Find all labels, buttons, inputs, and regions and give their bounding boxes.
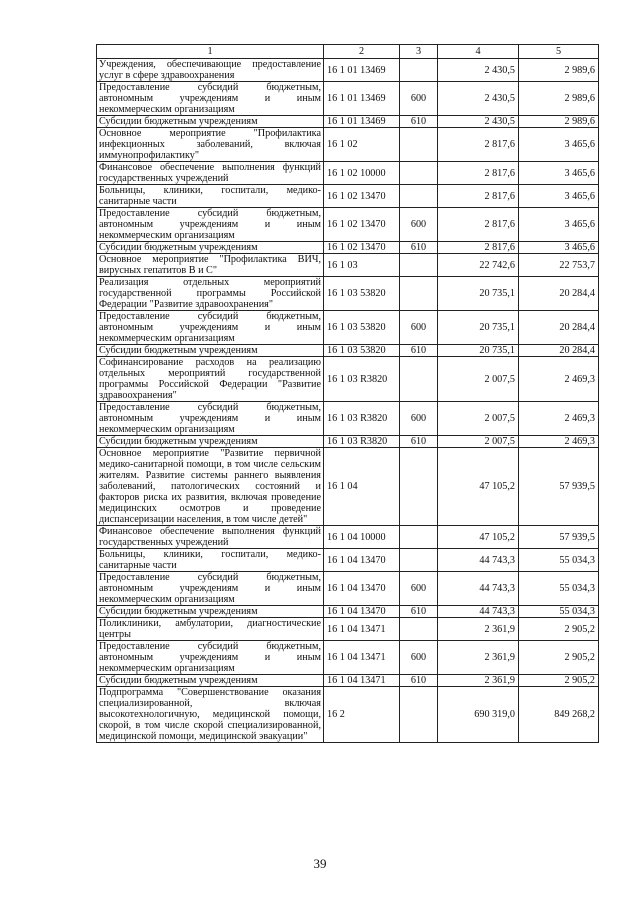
row-value-2022-cell: 22 753,7: [519, 254, 599, 277]
row-value-2022-cell: 2 989,6: [519, 82, 599, 116]
row-value-2022-cell: 849 268,2: [519, 687, 599, 743]
row-code-cell: 16 1 04 13471: [324, 641, 400, 675]
table-row: [97, 448, 599, 526]
row-code-cell: 16 1 04 13471: [324, 675, 400, 687]
row-type-cell: [400, 277, 438, 311]
header-col-4: 4: [438, 45, 519, 59]
row-value-2022-cell: 3 465,6: [519, 185, 599, 208]
row-value-2021-cell: 44 743,3: [438, 606, 519, 618]
row-code-cell: 16 1 03 53820: [324, 277, 400, 311]
page-number: 39: [313, 856, 327, 871]
row-value-2021-cell: 2 817,6: [438, 128, 519, 162]
table-row: [97, 185, 599, 208]
row-type-cell: [400, 687, 438, 743]
row-code-cell: 16 1 03 R3820: [324, 402, 400, 436]
row-type-cell: 610: [400, 242, 438, 254]
row-type-cell: 610: [400, 606, 438, 618]
row-value-2022-cell: 2 905,2: [519, 618, 599, 641]
row-value-2021-cell: 2 007,5: [438, 402, 519, 436]
table-row: [97, 116, 599, 128]
row-code-cell: 16 1 04 13470: [324, 572, 400, 606]
row-value-2022-cell: 2 989,6: [519, 116, 599, 128]
table-row: [97, 572, 599, 606]
row-name-cell: Основное мероприятие "Развитие первичной медико-санитарной помощи, в том числе сельским жителям. Развитие системы раннего выявления заболеваний, патологических состояний и факторов риска их развития, включая проведение медицинских осмотров и проведение диспансеризации населения, в том числе детей": [97, 448, 324, 526]
row-code-cell: 16 1 04 13470: [324, 606, 400, 618]
document-page: [96, 44, 598, 743]
row-value-2021-cell: 2 430,5: [438, 82, 519, 116]
row-name-cell: Субсидии бюджетным учреждениям: [97, 436, 324, 448]
row-value-2021-cell: 44 743,3: [438, 572, 519, 606]
table-row: [97, 242, 599, 254]
row-value-2022-cell: 2 905,2: [519, 675, 599, 687]
row-name-cell: Реализация отдельных мероприятий государственной программы Российской Федерации "Развитие здравоохранения": [97, 277, 324, 311]
row-value-2022-cell: 2 469,3: [519, 357, 599, 402]
row-type-cell: 600: [400, 402, 438, 436]
row-name-cell: Финансовое обеспечение выполнения функций государственных учреждений: [97, 526, 324, 549]
row-name-cell: Предоставление субсидий бюджетным, автономным учреждениям и иным некоммерческим организациям: [97, 82, 324, 116]
row-type-cell: [400, 357, 438, 402]
row-code-cell: 16 1 02 13470: [324, 242, 400, 254]
row-name-cell: Субсидии бюджетным учреждениям: [97, 675, 324, 687]
row-name-cell: Предоставление субсидий бюджетным, автономным учреждениям и иным некоммерческим организациям: [97, 402, 324, 436]
row-type-cell: [400, 549, 438, 572]
table-row: [97, 641, 599, 675]
row-value-2022-cell: 2 469,3: [519, 402, 599, 436]
row-code-cell: 16 1 03 R3820: [324, 357, 400, 402]
row-name-cell: Предоставление субсидий бюджетным, автономным учреждениям и иным некоммерческим организациям: [97, 208, 324, 242]
row-name-cell: Предоставление субсидий бюджетным, автономным учреждениям и иным некоммерческим организациям: [97, 572, 324, 606]
row-type-cell: [400, 59, 438, 82]
row-value-2022-cell: 20 284,4: [519, 277, 599, 311]
row-value-2021-cell: 47 105,2: [438, 448, 519, 526]
row-type-cell: 600: [400, 641, 438, 675]
row-code-cell: 16 1 03 53820: [324, 345, 400, 357]
row-code-cell: 16 1 02 13470: [324, 185, 400, 208]
table-row: [97, 618, 599, 641]
row-code-cell: 16 1 03 R3820: [324, 436, 400, 448]
row-value-2021-cell: 2 361,9: [438, 641, 519, 675]
row-value-2022-cell: 20 284,4: [519, 311, 599, 345]
table-row: [97, 526, 599, 549]
row-value-2022-cell: 3 465,6: [519, 208, 599, 242]
table-row: [97, 402, 599, 436]
row-code-cell: 16 1 04: [324, 448, 400, 526]
row-code-cell: 16 1 03: [324, 254, 400, 277]
table-row: [97, 254, 599, 277]
row-type-cell: [400, 526, 438, 549]
table-row: [97, 59, 599, 82]
row-name-cell: Предоставление субсидий бюджетным, автономным учреждениям и иным некоммерческим организациям: [97, 311, 324, 345]
row-value-2021-cell: 20 735,1: [438, 311, 519, 345]
row-code-cell: 16 1 02 10000: [324, 162, 400, 185]
row-code-cell: 16 1 01 13469: [324, 82, 400, 116]
row-value-2021-cell: 20 735,1: [438, 277, 519, 311]
row-name-cell: Субсидии бюджетным учреждениям: [97, 242, 324, 254]
row-name-cell: Субсидии бюджетным учреждениям: [97, 345, 324, 357]
header-col-5: 5: [519, 45, 599, 59]
row-value-2022-cell: 57 939,5: [519, 448, 599, 526]
row-code-cell: 16 1 03 53820: [324, 311, 400, 345]
row-type-cell: 600: [400, 572, 438, 606]
row-value-2022-cell: 2 905,2: [519, 641, 599, 675]
row-name-cell: Подпрограмма "Совершенствование оказания специализированной, включая высокотехнологичную, медицинской помощи, скорой, в том числе скорой специализированной, медицинской помощи, медицинской эвакуации": [97, 687, 324, 743]
row-value-2021-cell: 2 361,9: [438, 618, 519, 641]
budget-table: [96, 44, 599, 743]
row-type-cell: [400, 254, 438, 277]
table-header-row: [97, 45, 599, 59]
row-value-2022-cell: 2 469,3: [519, 436, 599, 448]
row-value-2021-cell: 2 430,5: [438, 59, 519, 82]
row-value-2022-cell: 3 465,6: [519, 162, 599, 185]
row-type-cell: 600: [400, 208, 438, 242]
row-code-cell: 16 1 02: [324, 128, 400, 162]
row-value-2022-cell: 2 989,6: [519, 59, 599, 82]
row-type-cell: 610: [400, 116, 438, 128]
row-value-2022-cell: 3 465,6: [519, 128, 599, 162]
row-value-2021-cell: 2 817,6: [438, 162, 519, 185]
row-type-cell: 600: [400, 82, 438, 116]
row-name-cell: Предоставление субсидий бюджетным, автономным учреждениям и иным некоммерческим организациям: [97, 641, 324, 675]
row-name-cell: Больницы, клиники, госпитали, медико-санитарные части: [97, 185, 324, 208]
table-row: [97, 687, 599, 743]
row-type-cell: [400, 185, 438, 208]
row-type-cell: [400, 162, 438, 185]
row-value-2022-cell: 55 034,3: [519, 572, 599, 606]
row-code-cell: 16 1 01 13469: [324, 116, 400, 128]
row-value-2021-cell: 44 743,3: [438, 549, 519, 572]
table-row: [97, 82, 599, 116]
row-value-2021-cell: 20 735,1: [438, 345, 519, 357]
row-name-cell: Учреждения, обеспечивающие предоставление услуг в сфере здравоохранения: [97, 59, 324, 82]
row-code-cell: 16 2: [324, 687, 400, 743]
row-code-cell: 16 1 04 13470: [324, 549, 400, 572]
row-type-cell: 600: [400, 311, 438, 345]
header-col-3: 3: [400, 45, 438, 59]
row-value-2022-cell: 57 939,5: [519, 526, 599, 549]
row-value-2021-cell: 2 817,6: [438, 242, 519, 254]
row-type-cell: [400, 128, 438, 162]
row-value-2021-cell: 22 742,6: [438, 254, 519, 277]
row-value-2021-cell: 2 007,5: [438, 436, 519, 448]
table-row: [97, 675, 599, 687]
row-value-2022-cell: 55 034,3: [519, 549, 599, 572]
row-value-2022-cell: 20 284,4: [519, 345, 599, 357]
row-type-cell: 610: [400, 436, 438, 448]
table-row: [97, 277, 599, 311]
row-type-cell: [400, 448, 438, 526]
table-row: [97, 436, 599, 448]
row-code-cell: 16 1 01 13469: [324, 59, 400, 82]
table-row: [97, 549, 599, 572]
row-value-2022-cell: 3 465,6: [519, 242, 599, 254]
row-value-2021-cell: 690 319,0: [438, 687, 519, 743]
row-name-cell: Больницы, клиники, госпитали, медико-санитарные части: [97, 549, 324, 572]
table-row: [97, 345, 599, 357]
table-row: [97, 606, 599, 618]
header-col-1: 1: [97, 45, 324, 59]
row-value-2021-cell: 2 817,6: [438, 208, 519, 242]
row-name-cell: Субсидии бюджетным учреждениям: [97, 116, 324, 128]
row-value-2022-cell: 55 034,3: [519, 606, 599, 618]
row-value-2021-cell: 47 105,2: [438, 526, 519, 549]
row-type-cell: 610: [400, 345, 438, 357]
row-code-cell: 16 1 02 13470: [324, 208, 400, 242]
header-col-2: 2: [324, 45, 400, 59]
table-row: [97, 311, 599, 345]
table-row: [97, 162, 599, 185]
row-name-cell: Субсидии бюджетным учреждениям: [97, 606, 324, 618]
row-name-cell: Основное мероприятие "Профилактика ВИЧ, вирусных гепатитов В и С": [97, 254, 324, 277]
row-type-cell: 610: [400, 675, 438, 687]
table-row: [97, 128, 599, 162]
row-code-cell: 16 1 04 13471: [324, 618, 400, 641]
row-name-cell: Основное мероприятие "Профилактика инфекционных заболеваний, включая иммунопрофилактику": [97, 128, 324, 162]
table-row: [97, 357, 599, 402]
row-name-cell: Поликлиники, амбулатории, диагностические центры: [97, 618, 324, 641]
row-type-cell: [400, 618, 438, 641]
row-value-2021-cell: 2 430,5: [438, 116, 519, 128]
row-value-2021-cell: 2 007,5: [438, 357, 519, 402]
row-code-cell: 16 1 04 10000: [324, 526, 400, 549]
row-value-2021-cell: 2 817,6: [438, 185, 519, 208]
table-body: [97, 59, 599, 743]
row-name-cell: Финансовое обеспечение выполнения функций государственных учреждений: [97, 162, 324, 185]
table-row: [97, 208, 599, 242]
row-value-2021-cell: 2 361,9: [438, 675, 519, 687]
row-name-cell: Софинансирование расходов на реализацию отдельных мероприятий государственной программы Российской Федерации "Развитие здравоохранения": [97, 357, 324, 402]
